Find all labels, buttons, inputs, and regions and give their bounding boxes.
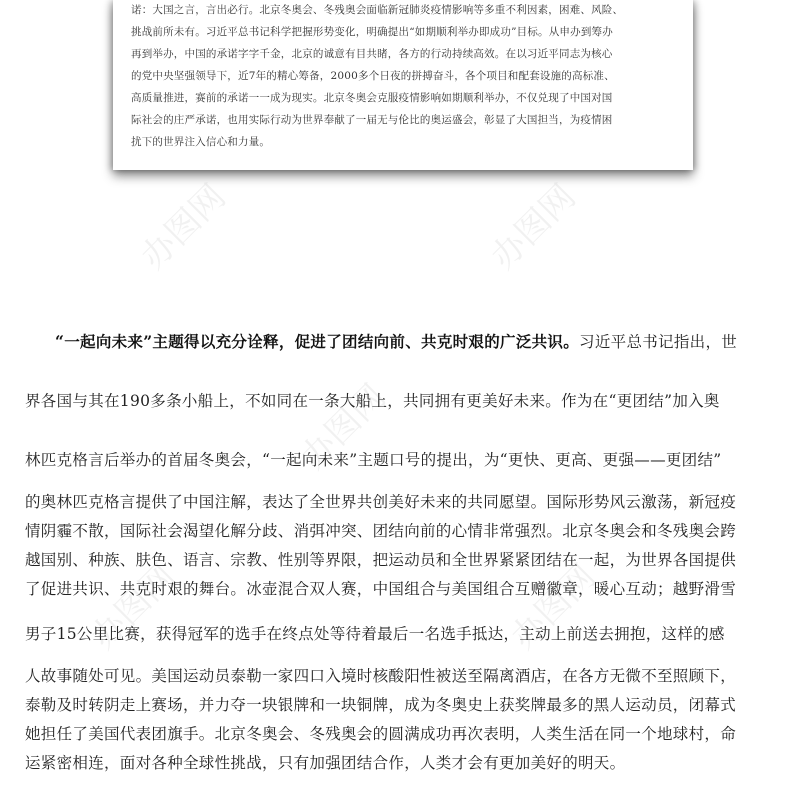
card-text-line: 诺：大国之言，言出必行。北京冬奥会、冬残奥会面临新冠肺炎疫情影响等多重不利因素，困难、风险、 xyxy=(131,4,624,16)
card-text-line: 扰下的世界注入信心和力量。 xyxy=(131,136,271,148)
card-text-line: 高质量推进，赛前的承诺一一成为现实。北京冬奥会克服疫情影响如期顺利举办，不仅兑现了中国对国 xyxy=(131,92,613,104)
article-line: 男子15公里比赛，获得冠军的选手在终点处等待着最后一名选手抵达，主动上前送去拥抱，这样的感 xyxy=(25,625,725,643)
article-first-line-rest: 习近平总书记指出，世 xyxy=(579,333,738,351)
article-line: 的奥林匹克格言提供了中国注解，表达了全世界共创美好未来的共同愿望。国际形势风云激荡，新冠疫 xyxy=(25,493,737,511)
article-line: 了促进共识、共克时艰的舞台。冰壶混合双人赛，中国组合与美国组合互赠徽章，暖心互动；越野滑雪 xyxy=(25,580,737,598)
card-text-line: 的党中央坚强领导下，近7年的精心筹备，2000多个日夜的拼搏奋斗，各个项目和配套设施的高标准、 xyxy=(131,70,615,82)
article-line: 越国别、种族、肤色、语言、宗教、性别等界限，把运动员和全世界紧紧团结在一起，为世界各国提供 xyxy=(25,551,737,569)
document-excerpt-card xyxy=(113,0,693,170)
article-line: 情阴霾不散，国际社会渴望化解分歧、消弭冲突、团结向前的心情非常强烈。北京冬奥会和冬残奥会跨 xyxy=(25,522,737,540)
article-first-line xyxy=(55,331,737,353)
watermark: 办图网 xyxy=(483,176,584,278)
watermark: 办图网 xyxy=(83,556,184,658)
card-text-line: 挑战前所未有。习近平总书记科学把握形势变化，明确提出“如期顺利举办即成功”目标。从申办到筹办 xyxy=(131,26,613,38)
watermark: 办图网 xyxy=(293,376,394,478)
article-line: 运紧密相连，面对各种全球性挑战，只有加强团结合作，人类才会有更加美好的明天。 xyxy=(25,754,626,772)
card-text-line: 际社会的庄严承诺，也用实际行动为世界奉献了一届无与伦比的奥运盛会，彰显了大国担当，为疫情困 xyxy=(131,114,613,126)
card-text-line: 再到举办，中国的承诺字字千金，北京的诚意有目共睹，各方的行动持续高效。在以习近平同志为核心 xyxy=(131,48,613,60)
article-bold-heading: “一起向未来”主题得以充分诠释，促进了团结向前、共克时艰的广泛共识。 xyxy=(55,332,580,351)
watermark: 办图网 xyxy=(503,556,604,658)
article-line: 林匹克格言后举办的首届冬奥会，“一起向未来”主题口号的提出，为“更快、更高、更强——更团结” xyxy=(25,451,722,469)
article-line: 人故事随处可见。美国运动员泰勒一家四口入境时核酸阳性被送至隔离酒店，在各方无微不至照顾下， xyxy=(25,667,737,685)
watermark: 办图网 xyxy=(133,176,234,278)
article-line: 泰勒及时转阴走上赛场，并力夺一块银牌和一块铜牌，成为冬奥史上获奖牌最多的黑人运动员，闭幕式 xyxy=(25,696,737,714)
article-line: 界各国与其在190多条小船上，不如同在一条大船上，共同拥有更美好未来。作为在“更团结”加入奥 xyxy=(25,392,720,410)
article-line: 她担任了美国代表团旗手。北京冬奥会、冬残奥会的圆满成功再次表明，人类生活在同一个地球村，命 xyxy=(25,725,737,743)
